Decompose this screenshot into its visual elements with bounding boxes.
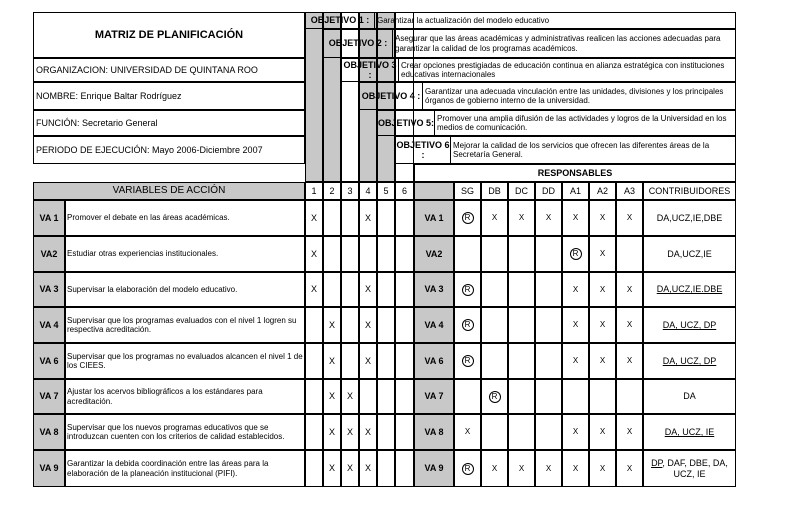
- objective-mark-cell: [377, 236, 395, 272]
- info-line-1: ORGANIZACION: UNIVERSIDAD DE QUINTANA ROO: [36, 64, 258, 75]
- objective-mark-cell: [341, 236, 359, 272]
- resp-cell: [508, 343, 535, 379]
- va-code: VA 3: [39, 284, 59, 295]
- responsible-r-mark: R: [462, 355, 474, 367]
- resp-header-a1: A1: [569, 185, 581, 196]
- objective-mark: X: [310, 212, 317, 223]
- resp-mark: X: [572, 356, 579, 366]
- resp-mark: X: [626, 213, 633, 223]
- va-description: Supervisar que los nuevos programas educativos que se introduzcan cuenten con los criterios de calidad establecidos.: [67, 422, 285, 441]
- resp-cell: [454, 379, 481, 414]
- va-code-right: VA 9: [424, 463, 444, 474]
- objective-mark: X: [364, 212, 371, 223]
- objective-mark: X: [364, 426, 371, 437]
- objective-2-text: Asegurar que las áreas académicas y administrativas realicen las acciones adecuadas para garantizar la calidad de los programas académicos.: [395, 34, 721, 53]
- variables-header: VARIABLES DE ACCIÓN: [112, 185, 226, 197]
- va-code-right: VA 8: [424, 426, 444, 437]
- resp-cell: [589, 379, 616, 414]
- va-description: Supervisar la elaboración del modelo educativo.: [67, 284, 238, 294]
- contrib-header: CONTRIBUIDORES: [648, 185, 731, 196]
- va-code-right: VA 3: [424, 284, 444, 295]
- info-line-2: NOMBRE: Enrique Baltar Rodríguez: [36, 90, 182, 101]
- va-description: Supervisar que los programas evaluados con el nivel 1 logren su respectiva acreditación.: [67, 315, 297, 334]
- objective-mark-cell: [359, 236, 377, 272]
- va-code: VA 6: [39, 355, 59, 366]
- resp-cell: [616, 379, 643, 414]
- objective-mark: X: [364, 319, 371, 330]
- objective-mark: X: [364, 284, 371, 295]
- objective-mark-cell: [341, 343, 359, 379]
- objective-mark: X: [346, 463, 353, 474]
- va-description: Ajustar los acervos bibliográficos a los estándares para acreditación.: [67, 387, 263, 406]
- objective-mark-cell: [377, 307, 395, 343]
- contrib-value: DA,UCZ,IE,DBE: [656, 212, 723, 223]
- objective-column-1: [305, 12, 323, 182]
- contrib-value: DA, UCZ, DP: [662, 319, 717, 330]
- objective-6-label: OBJETIVO 6 :: [396, 139, 450, 160]
- resp-cell: [535, 272, 562, 307]
- resp-mark: X: [518, 213, 525, 223]
- resp-cell: [481, 236, 508, 272]
- resp-header-db: DB: [488, 185, 501, 196]
- resp-mark: X: [599, 284, 606, 294]
- objective-mark-cell: [359, 379, 377, 414]
- resp-header-a3: A3: [623, 185, 635, 196]
- resp-mark: X: [599, 356, 606, 366]
- objective-mark-cell: [377, 343, 395, 379]
- resp-cell: [481, 414, 508, 450]
- resp-mark: X: [545, 463, 552, 473]
- objective-mark-cell: [377, 272, 395, 307]
- responsible-r-mark: R: [462, 463, 474, 475]
- resp-cell: [616, 236, 643, 272]
- resp-mark: X: [626, 463, 633, 473]
- objective-mark-cell: [305, 414, 323, 450]
- va-code-right: VA 1: [424, 212, 444, 223]
- responsible-r-mark: R: [462, 284, 474, 296]
- objective-6-text: Mejorar la calidad de los servicios que ofrecen las diferentes áreas de la Secretaría General.: [453, 140, 710, 159]
- resp-cell: [481, 272, 508, 307]
- objective-number-3: 3: [347, 185, 353, 196]
- resp-mark: X: [572, 320, 579, 330]
- va-description: Garantizar la debida coordinación entre las áreas para la elaboración de la planeación institucional (PIFI).: [67, 459, 269, 478]
- resp-mark: X: [491, 463, 498, 473]
- contrib-value: DP, DAF, DBE, DA, UCZ, IE: [651, 458, 728, 479]
- resp-cell: [508, 272, 535, 307]
- objective-4-label: OBJETIVO 4 :: [361, 90, 421, 101]
- va-description: Promover el debate en las áreas académicas.: [67, 213, 230, 223]
- contrib-value: DA, UCZ, IE: [664, 426, 715, 437]
- objective-mark-cell: [341, 307, 359, 343]
- objective-number-5: 5: [383, 185, 389, 196]
- responsible-r-mark: R: [570, 248, 582, 260]
- resp-cell: [535, 343, 562, 379]
- info-line-3: FUNCIÓN: Secretario General: [36, 117, 158, 128]
- resp-cell: [508, 307, 535, 343]
- objective-mark-cell: [323, 272, 341, 307]
- objective-2-label: OBJETIVO 2 :: [328, 38, 388, 49]
- resp-mark: X: [545, 213, 552, 223]
- resp-mark: X: [572, 427, 579, 437]
- objective-mark: X: [328, 355, 335, 366]
- responsible-r-mark: R: [489, 391, 501, 403]
- code-header-cell: [414, 182, 454, 200]
- objective-number-4: 4: [365, 185, 371, 196]
- resp-header-sg: SG: [460, 185, 474, 196]
- resp-mark: X: [599, 249, 606, 259]
- resp-cell: [535, 414, 562, 450]
- va-description: Estudiar otras experiencias institucionales.: [67, 249, 219, 259]
- resp-cell: [535, 307, 562, 343]
- objective-mark-cell: [395, 379, 414, 414]
- objective-mark: X: [346, 426, 353, 437]
- objective-mark-cell: [395, 272, 414, 307]
- resp-mark: X: [599, 463, 606, 473]
- objective-1-text: Garantizar la actualización del modelo educativo: [377, 15, 550, 25]
- resp-cell: [481, 343, 508, 379]
- objective-mark-cell: [305, 379, 323, 414]
- objective-3-text: Crear opciones prestigiadas de educación continua en alianza estratégica con instituciones educativas internacionales: [401, 60, 725, 79]
- objective-mark: X: [328, 319, 335, 330]
- resp-mark: X: [626, 284, 633, 294]
- objective-mark-cell: [341, 200, 359, 236]
- va-code: VA 1: [39, 212, 59, 223]
- resp-mark: X: [599, 213, 606, 223]
- responsible-r-mark: R: [462, 212, 474, 224]
- objective-mark-cell: [305, 343, 323, 379]
- resp-cell: [508, 414, 535, 450]
- objective-mark-cell: [395, 200, 414, 236]
- objective-mark-cell: [323, 236, 341, 272]
- responsible-r-mark: R: [462, 319, 474, 331]
- objective-4-text: Garantizar una adecuada vinculación entre las unidades, divisiones y los principales órganos de gobierno interno de la universidad.: [425, 86, 724, 105]
- resp-cell: [454, 236, 481, 272]
- va-code-right: VA2: [425, 248, 443, 259]
- objective-mark: X: [364, 463, 371, 474]
- objective-mark: X: [310, 248, 317, 259]
- objective-mark-cell: [395, 450, 414, 487]
- va-code: VA 4: [39, 319, 59, 330]
- objective-number-2: 2: [329, 185, 335, 196]
- objective-1-label: OBJETIVO 1 :: [310, 15, 370, 26]
- objective-mark-cell: [395, 307, 414, 343]
- objective-5-label: OBJETIVO 5:: [377, 117, 434, 128]
- va-description: Supervisar que los programas no evaluados alcancen el nivel 1 de los CIEES.: [67, 351, 303, 370]
- resp-cell: [535, 236, 562, 272]
- va-code-right: VA 6: [424, 355, 444, 366]
- va-code-right: VA 7: [424, 391, 444, 402]
- objective-mark-cell: [341, 272, 359, 307]
- resp-mark: X: [464, 427, 471, 437]
- resp-mark: X: [599, 427, 606, 437]
- objective-mark-cell: [395, 236, 414, 272]
- objective-3-label: OBJETIVO 3 :: [343, 59, 397, 80]
- contrib-value: DA,UCZ,IE.DBE: [656, 284, 723, 295]
- contrib-value: DA: [683, 391, 696, 402]
- resp-mark: X: [572, 463, 579, 473]
- objective-mark: X: [310, 284, 317, 295]
- resp-header-a2: A2: [596, 185, 608, 196]
- va-code-right: VA 4: [424, 319, 444, 330]
- contrib-value: DA, UCZ, DP: [662, 355, 717, 366]
- resp-mark: X: [599, 320, 606, 330]
- resp-mark: X: [626, 320, 633, 330]
- resp-mark: X: [572, 213, 579, 223]
- objective-mark-cell: [395, 343, 414, 379]
- resp-cell: [508, 236, 535, 272]
- objective-mark: X: [364, 355, 371, 366]
- objective-5-text: Promover una amplia difusión de las actividades y logros de la Universidad en los medios de comunicación.: [437, 113, 727, 132]
- objective-mark: X: [328, 463, 335, 474]
- objective-mark: X: [328, 391, 335, 402]
- objective-mark-cell: [377, 450, 395, 487]
- objective-mark-cell: [377, 379, 395, 414]
- resp-mark: X: [626, 356, 633, 366]
- va-code: VA 8: [39, 426, 59, 437]
- resp-mark: X: [518, 463, 525, 473]
- objective-mark-cell: [305, 307, 323, 343]
- responsables-title: RESPONSABLES: [537, 167, 613, 178]
- objective-mark-cell: [395, 414, 414, 450]
- objective-mark-cell: [323, 200, 341, 236]
- resp-header-dd: DD: [542, 185, 555, 196]
- resp-cell: [481, 307, 508, 343]
- resp-mark: X: [491, 213, 498, 223]
- resp-cell: [508, 379, 535, 414]
- contrib-value: DA,UCZ,IE: [667, 248, 712, 259]
- resp-cell: [562, 379, 589, 414]
- va-code: VA2: [40, 248, 58, 259]
- objective-mark: X: [346, 391, 353, 402]
- objective-mark-cell: [377, 414, 395, 450]
- objective-mark-cell: [377, 200, 395, 236]
- objective-number-6: 6: [401, 185, 407, 196]
- resp-mark: X: [572, 284, 579, 294]
- resp-header-dc: DC: [515, 185, 528, 196]
- va-code: VA 9: [39, 463, 59, 474]
- resp-mark: X: [626, 427, 633, 437]
- resp-cell: [535, 379, 562, 414]
- page-title: MATRIZ DE PLANIFICACIÓN: [94, 28, 244, 41]
- info-line-4: PERIODO DE EJECUCIÓN: Mayo 2006-Diciembre 2007: [36, 144, 263, 155]
- objective-number-1: 1: [311, 185, 317, 196]
- objective-mark: X: [328, 426, 335, 437]
- objective-mark-cell: [305, 450, 323, 487]
- va-code: VA 7: [39, 391, 59, 402]
